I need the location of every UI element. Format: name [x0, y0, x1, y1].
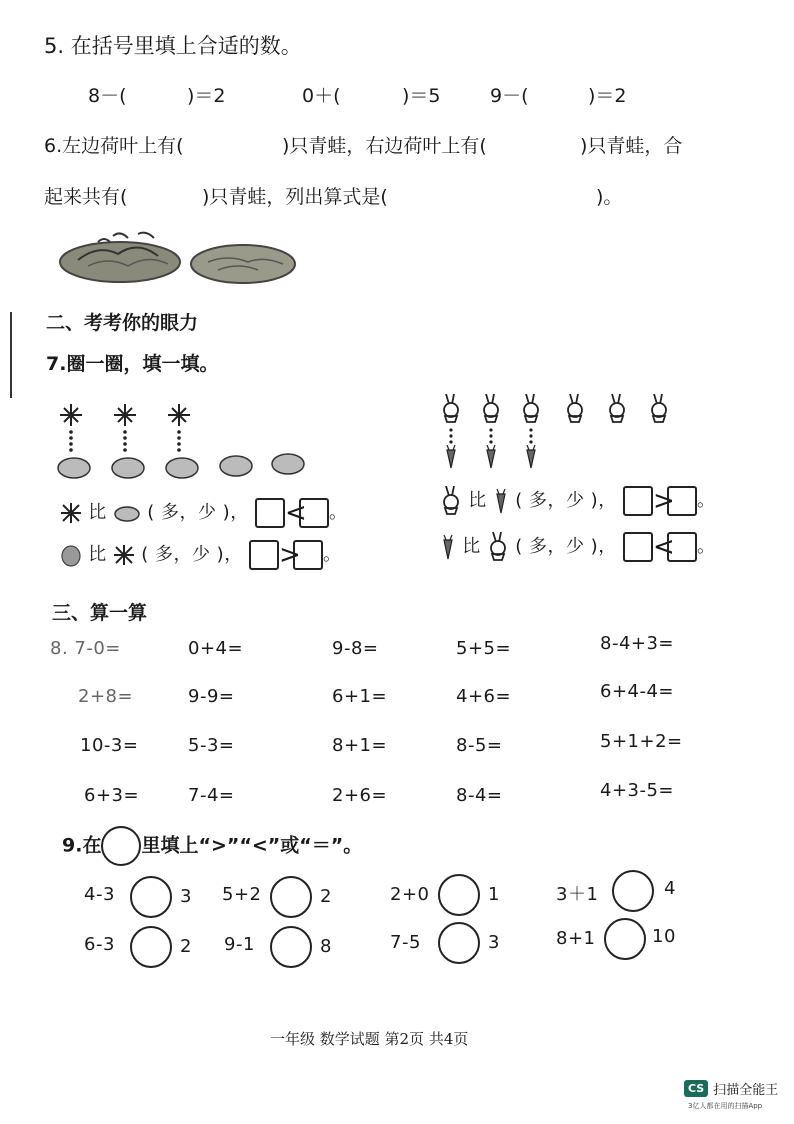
q9-left-expr: 5+2: [222, 884, 262, 905]
answer-box[interactable]: [255, 498, 285, 528]
compare-circle[interactable]: [612, 870, 654, 912]
q9-right-value: 3: [180, 886, 192, 907]
q5-eq3-right: )＝2: [588, 85, 627, 107]
q8-item: 8+1=: [332, 735, 388, 756]
rabbit-icon: [440, 486, 462, 516]
q9-right-value: 8: [320, 936, 332, 957]
q7-right-row1: [440, 486, 715, 516]
q9-title: [62, 826, 362, 866]
q5-eq2-left: 0＋(: [302, 85, 341, 107]
q9-right-value: 3: [488, 932, 500, 953]
flower-icon: [113, 544, 135, 566]
q8-item: 6+1=: [332, 686, 388, 707]
carrot-icon: [440, 534, 456, 560]
q9-right-value: 4: [664, 878, 676, 899]
q9-left-expr: 4-3: [84, 884, 115, 905]
q8-item: 5+1+2=: [600, 731, 683, 752]
q9-title-b: 里填上“>”“<”或“＝”。: [141, 834, 363, 857]
q8-item: 4+6=: [456, 686, 512, 707]
section3-title: 三、算一算: [52, 602, 148, 624]
period: 。: [322, 544, 342, 565]
scanner-badge: [684, 1078, 778, 1098]
q8-item: 6+3=: [84, 785, 140, 806]
bi-label: 比: [468, 490, 487, 511]
q8-item: 8-4+3=: [600, 633, 675, 654]
leaf-icon: [60, 543, 82, 567]
margin-binding-mark: [0, 312, 12, 398]
q9-right-value: 1: [488, 884, 500, 905]
q5-eq1-left: 8－(: [88, 85, 127, 107]
scanner-app-name: 扫描全能王: [713, 1083, 779, 1098]
compare-circle[interactable]: [130, 876, 172, 918]
q5-eq2-right: )＝5: [402, 85, 441, 107]
greater-than-sign: >: [278, 540, 302, 570]
q7-right-row2: [440, 532, 715, 562]
rabbit-icon: [444, 394, 666, 422]
q8-item: 10-3=: [80, 735, 139, 756]
q9-left-expr: 8+1: [556, 928, 596, 949]
period: 。: [696, 490, 716, 511]
q8-item: 5-3=: [188, 735, 235, 756]
q8-item: 2+8=: [78, 686, 134, 707]
period: 。: [328, 502, 348, 523]
q9-left-expr: 6-3: [84, 934, 115, 955]
compare-circle[interactable]: [270, 876, 312, 918]
q6-line2-c: )。: [596, 186, 623, 208]
answer-box[interactable]: [293, 540, 323, 570]
q8-item: 8. 7-0=: [50, 638, 121, 659]
q8-item: 0+4=: [188, 638, 244, 659]
q6-line2-a: 起来共有(: [44, 186, 128, 208]
answer-box[interactable]: [667, 486, 697, 516]
q5-eq1-right: )＝2: [187, 85, 226, 107]
answer-box[interactable]: [249, 540, 279, 570]
q8-item: 5+5=: [456, 638, 512, 659]
q8-item: 9-9=: [188, 686, 235, 707]
example-circle: [101, 826, 141, 866]
answer-box[interactable]: [667, 532, 697, 562]
bi-label: 比: [462, 536, 481, 557]
q9-right-value: 2: [180, 936, 192, 957]
answer-box[interactable]: [623, 486, 653, 516]
flower-icon: [60, 502, 82, 524]
q8-item: 9-8=: [332, 638, 379, 659]
flower-icon: [60, 404, 190, 426]
q7-rabbits-carrots-illustration: [436, 392, 676, 472]
q9-left-expr: 7-5: [390, 932, 421, 953]
options-label: ( 多，少 )，: [147, 502, 249, 523]
q8-item: 7-4=: [188, 785, 235, 806]
section2-title: 二、考考你的眼力: [46, 312, 199, 334]
q9-right-value: 10: [652, 926, 676, 947]
q7-left-row1: [60, 498, 347, 528]
scanner-tagline: 3亿人都在用的扫描App: [688, 1102, 763, 1110]
compare-circle[interactable]: [130, 926, 172, 968]
q6-line2-b: )只青蛙，列出算式是(: [202, 186, 388, 208]
carrot-icon: [447, 445, 535, 468]
period: 。: [696, 536, 716, 557]
carrot-icon: [493, 488, 509, 514]
q8-item: 8-5=: [456, 735, 503, 756]
lotus-leaves-illustration: [58, 226, 298, 288]
less-than-sign: <: [284, 498, 308, 528]
bi-label: 比: [88, 544, 107, 565]
q9-left-expr: 2+0: [390, 884, 430, 905]
q5-eq3-left: 9－(: [490, 85, 529, 107]
q6-line1-a: 6.左边荷叶上有(: [44, 135, 184, 157]
compare-circle[interactable]: [438, 922, 480, 964]
answer-box[interactable]: [623, 532, 653, 562]
options-label: ( 多，少 )，: [515, 536, 617, 557]
leaf-icon: [113, 503, 141, 523]
page-footer: 一年级 数学试题 第2页 共4页: [270, 1030, 469, 1048]
q9-right-value: 2: [320, 886, 332, 907]
q9-left-expr: 9-1: [224, 934, 255, 955]
q7-title: 7.圈一圈，填一填。: [46, 353, 219, 375]
compare-circle[interactable]: [270, 926, 312, 968]
options-label: ( 多，少 )，: [141, 544, 243, 565]
q8-item: 4+3-5=: [600, 780, 675, 801]
greater-than-sign: >: [652, 486, 676, 516]
answer-box[interactable]: [299, 498, 329, 528]
q6-line1-c: )只青蛙，合: [580, 135, 683, 157]
q8-item: 8-4=: [456, 785, 503, 806]
compare-circle[interactable]: [438, 874, 480, 916]
options-label: ( 多，少 )，: [515, 490, 617, 511]
compare-circle[interactable]: [604, 918, 646, 960]
q7-flowers-leaves-illustration: [56, 400, 316, 486]
less-than-sign: <: [652, 532, 676, 562]
q8-item: 6+4-4=: [600, 681, 675, 702]
bi-label: 比: [88, 502, 107, 523]
scanner-logo: CS: [684, 1080, 708, 1097]
q6-line1-b: )只青蛙，右边荷叶上有(: [282, 135, 487, 157]
rabbit-icon: [487, 532, 509, 562]
q5-title: 5. 在括号里填上合适的数。: [44, 34, 302, 58]
q9-left-expr: 3＋1: [556, 884, 599, 905]
q7-left-row2: [60, 540, 341, 570]
q8-item: 2+6=: [332, 785, 388, 806]
q9-title-a: 9.在: [62, 834, 102, 857]
